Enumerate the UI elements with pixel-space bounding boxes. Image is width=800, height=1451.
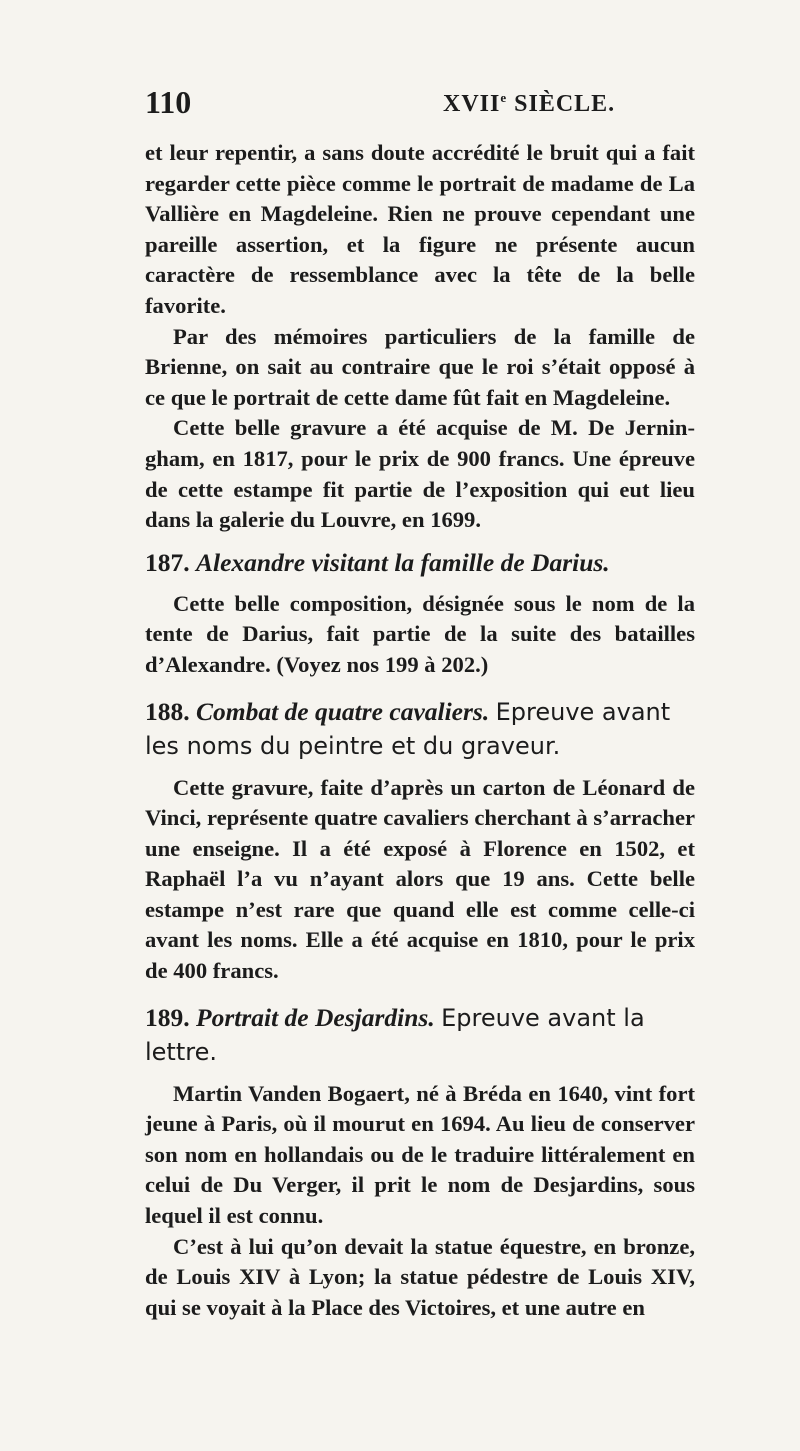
entry-188-note: Epreuve avant les noms du peintre et du graveur. xyxy=(145,697,671,760)
entry-187-number: 187. xyxy=(145,547,190,577)
page-header xyxy=(145,84,680,124)
entry-189-heading xyxy=(145,1001,695,1069)
entry-189-note: Epreuve avant la lettre. xyxy=(145,1003,645,1066)
entry-189-title: Portrait de Desjardins. xyxy=(196,1002,435,1032)
page-body xyxy=(145,138,695,1323)
running-title-prefix: XVII xyxy=(443,91,501,117)
entry-187-body: Cette belle composition, désignée sous le nom de la tente de Darius, fait partie de la suite des batailles d’Alexandre. (Voyez nos 199 à 202.) xyxy=(145,590,695,677)
entry-187-title: Alexandre visitant la famille de Darius. xyxy=(196,547,610,577)
entry-189-body-2: C’est à lui qu’on devait la statue équestre, en bronze, de Louis XIV à Lyon; la statue pédestre de Louis XIV, qui se voyait à la Place des Victoires, et une autre en xyxy=(145,1233,695,1320)
entry-188-title: Combat de quatre cavaliers. xyxy=(196,696,490,726)
entry-187-heading xyxy=(145,546,695,579)
page-number: 110 xyxy=(145,84,192,120)
entry-188-body: Cette gravure, faite d’après un carton de Léonard de Vinci, représente quatre cavaliers cherchant à s’arracher une enseigne. Il a été exposé à Florence en 1502, et Raphaël l’a vu n’ayant alors que 19 ans. Cette belle estampe n’est rare que quand elle est comme celle-ci avant les noms. Elle a été acquise en 1810, pour le prix de 400 francs. xyxy=(145,774,695,984)
paragraph-1: et leur repentir, a sans doute accrédité le bruit qui a fait regarder cette pièce comme le portrait de madame de La Vallière en Magdeleine. Rien ne prouve cependant une pareille assertion, et la figure ne présente aucun caractère de ressemblance avec la tête de la belle favorite. xyxy=(145,140,695,318)
entry-188-number: 188. xyxy=(145,696,190,726)
running-title-sup: e xyxy=(500,90,508,105)
entry-189-number: 189. xyxy=(145,1002,190,1032)
entry-188-heading xyxy=(145,695,695,763)
running-title xyxy=(443,90,615,118)
running-title-suffix: SIÈCLE. xyxy=(507,91,616,117)
entry-189-body: Martin Vanden Bogaert, né à Bréda en 1640, vint fort jeune à Paris, où il mourut en 1694. Au lieu de conserver son nom en hollandais ou de le traduire littéralement en celui de Du Verger, il prit le nom de Desjardins, sous lequel il est connu. xyxy=(145,1080,695,1229)
paragraph-3: Cette belle gravure a été acquise de M. De Jernin-gham, en 1817, pour le prix de 900 francs. Une épreuve de cette estampe fit partie de l’exposition qui eut lieu dans la galerie du Louvre, en 1699. xyxy=(145,415,695,533)
paragraph-2: Par des mémoires particuliers de la famille de Brienne, on sait au contraire que le roi s’était opposé à ce que le portrait de cette dame fût fait en Magdeleine. xyxy=(145,323,695,410)
